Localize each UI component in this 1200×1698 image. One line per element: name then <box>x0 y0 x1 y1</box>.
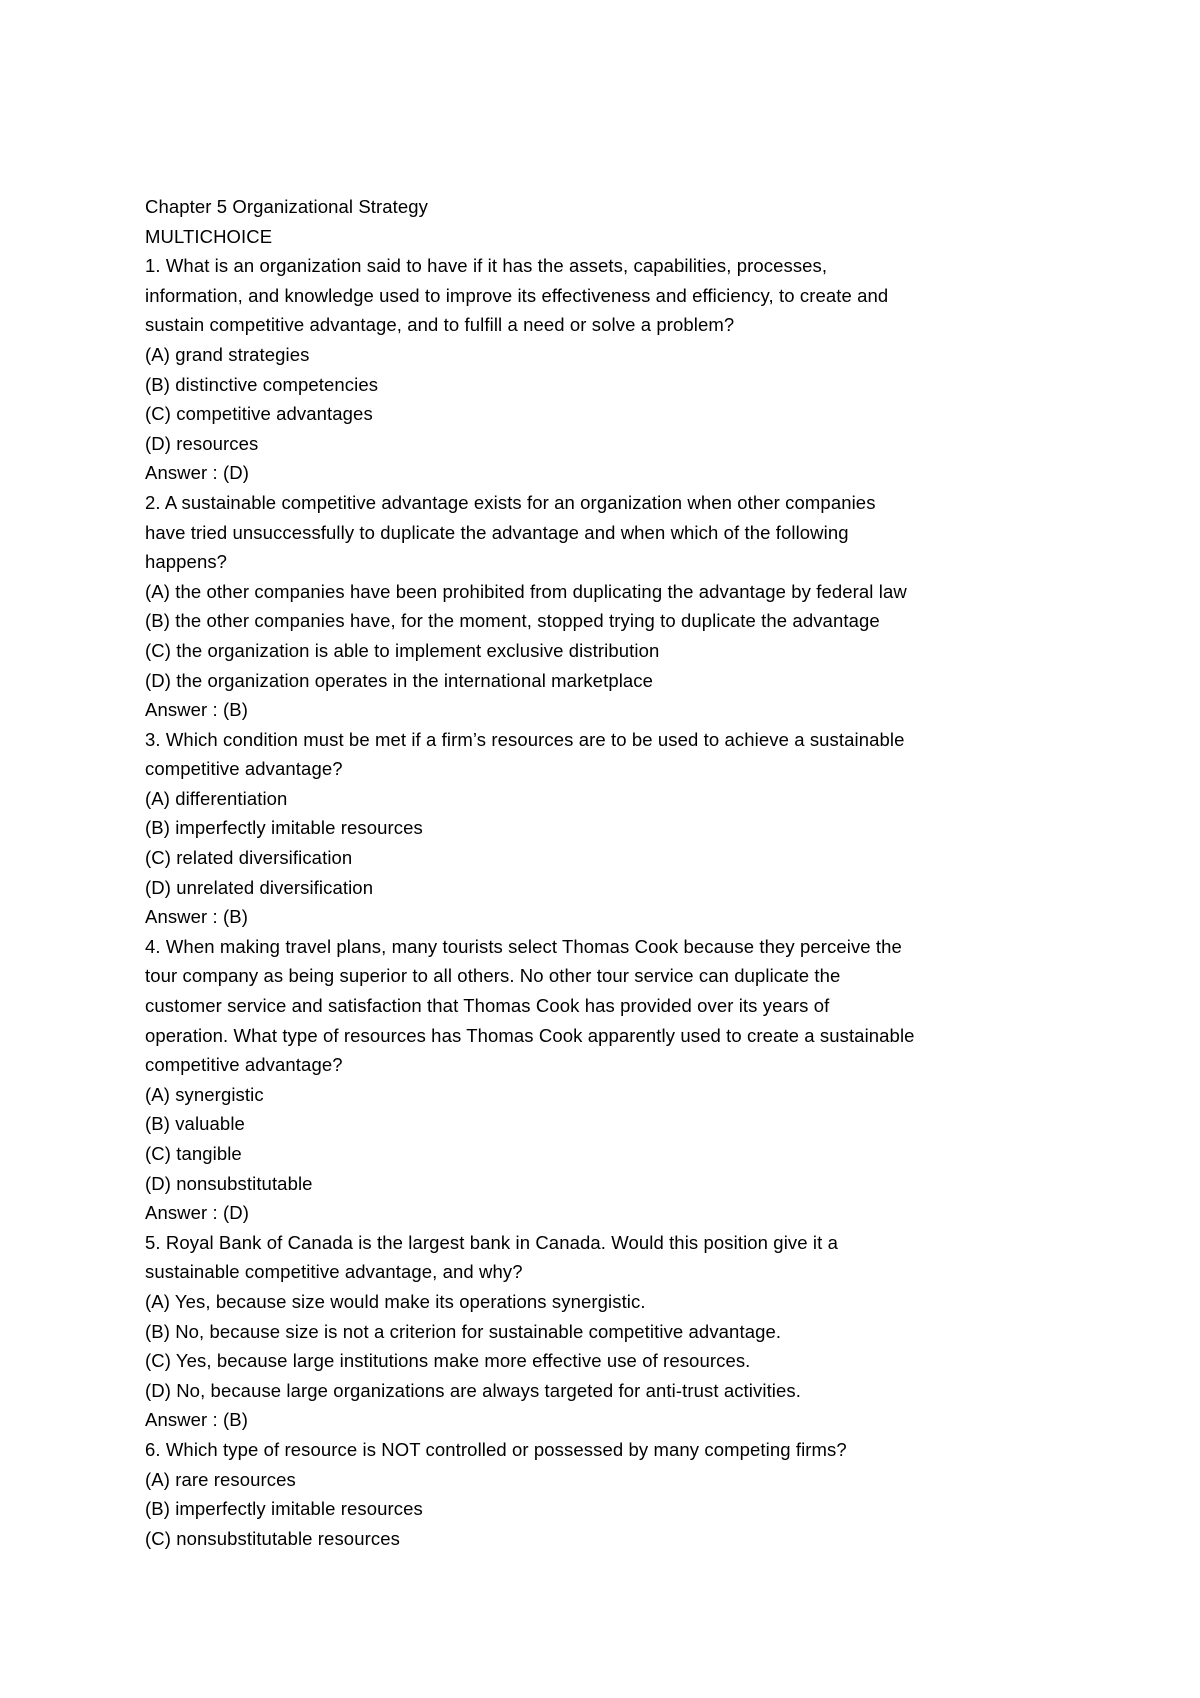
question-1-option-b: (B) distinctive competencies <box>145 373 379 395</box>
question-3-option-c: (C) related diversification <box>145 847 353 869</box>
document-body <box>145 192 1145 1553</box>
question-1-text: 1. What is an organization said to have if it has the assets, capabilities, processes, <box>145 255 828 277</box>
question-3-option-b: (B) imperfectly imitable resources <box>145 817 423 839</box>
question-2-option-b: (B) the other companies have, for the moment, stopped trying to duplicate the advantage <box>145 610 880 632</box>
question-5-answer: Answer : (B) <box>145 1409 248 1431</box>
question-4-text: customer service and satisfaction that Thomas Cook has provided over its years of <box>145 995 830 1017</box>
chapter-title: Chapter 5 Organizational Strategy <box>145 196 429 217</box>
question-3-answer: Answer : (B) <box>145 906 248 928</box>
question-2-text: have tried unsuccessfully to duplicate the advantage and when which of the following <box>145 521 849 543</box>
question-3-text: 3. Which condition must be met if a firm’s resources are to be used to achieve a sustainable <box>145 728 905 750</box>
question-4-answer: Answer : (D) <box>145 1202 249 1224</box>
question-4-option-b: (B) valuable <box>145 1113 245 1135</box>
question-1-option-c: (C) competitive advantages <box>145 403 373 425</box>
question-5-option-d: (D) No, because large organizations are always targeted for anti-trust activities. <box>145 1379 801 1401</box>
section-heading: MULTICHOICE <box>145 225 273 247</box>
question-2-option-c: (C) the organization is able to implement exclusive distribution <box>145 639 660 661</box>
question-5-option-a: (A) Yes, because size would make its operations synergistic. <box>145 1290 646 1312</box>
question-5-text: sustainable competitive advantage, and why? <box>145 1261 523 1283</box>
question-5-text: 5. Royal Bank of Canada is the largest bank in Canada. Would this position give it a <box>145 1231 838 1253</box>
question-2-option-d: (D) the organization operates in the international marketplace <box>145 669 654 691</box>
question-4-option-c: (C) tangible <box>145 1143 242 1164</box>
question-5-option-b: (B) No, because size is not a criterion for sustainable competitive advantage. <box>145 1320 782 1342</box>
question-2-text: 2. A sustainable competitive advantage exists for an organization when other companies <box>145 491 876 513</box>
question-1-text: sustain competitive advantage, and to fulfill a need or solve a problem? <box>145 314 735 336</box>
question-1-option-d: (D) resources <box>145 432 259 454</box>
question-4-text: competitive advantage? <box>145 1054 343 1076</box>
question-6-option-a: (A) rare resources <box>145 1468 296 1490</box>
question-2-option-a: (A) the other companies have been prohibited from duplicating the advantage by federal law <box>145 580 907 602</box>
question-6-text: 6. Which type of resource is NOT controlled or possessed by many competing firms? <box>145 1438 847 1460</box>
question-1-answer: Answer : (D) <box>145 462 249 484</box>
question-1-option-a: (A) grand strategies <box>145 343 310 365</box>
question-4-text: tour company as being superior to all others. No other tour service can duplicate the <box>145 965 841 987</box>
question-4-option-d: (D) nonsubstitutable <box>145 1172 313 1194</box>
question-3-option-a: (A) differentiation <box>145 787 288 809</box>
question-3-option-d: (D) unrelated diversification <box>145 876 374 898</box>
question-1-text: information, and knowledge used to improve its effectiveness and efficiency, to create and <box>145 284 889 306</box>
question-2-text: happens? <box>145 551 228 573</box>
question-4-option-a: (A) synergistic <box>145 1083 264 1105</box>
question-6-option-c: (C) nonsubstitutable resources <box>145 1527 400 1549</box>
question-5-option-c: (C) Yes, because large institutions make more effective use of resources. <box>145 1350 751 1372</box>
question-4-text: 4. When making travel plans, many tourists select Thomas Cook because they perceive the <box>145 935 902 957</box>
question-6-option-b: (B) imperfectly imitable resources <box>145 1498 423 1520</box>
question-4-text: operation. What type of resources has Thomas Cook apparently used to create a sustainable <box>145 1024 915 1046</box>
question-2-answer: Answer : (B) <box>145 699 248 721</box>
question-3-text: competitive advantage? <box>145 758 343 780</box>
